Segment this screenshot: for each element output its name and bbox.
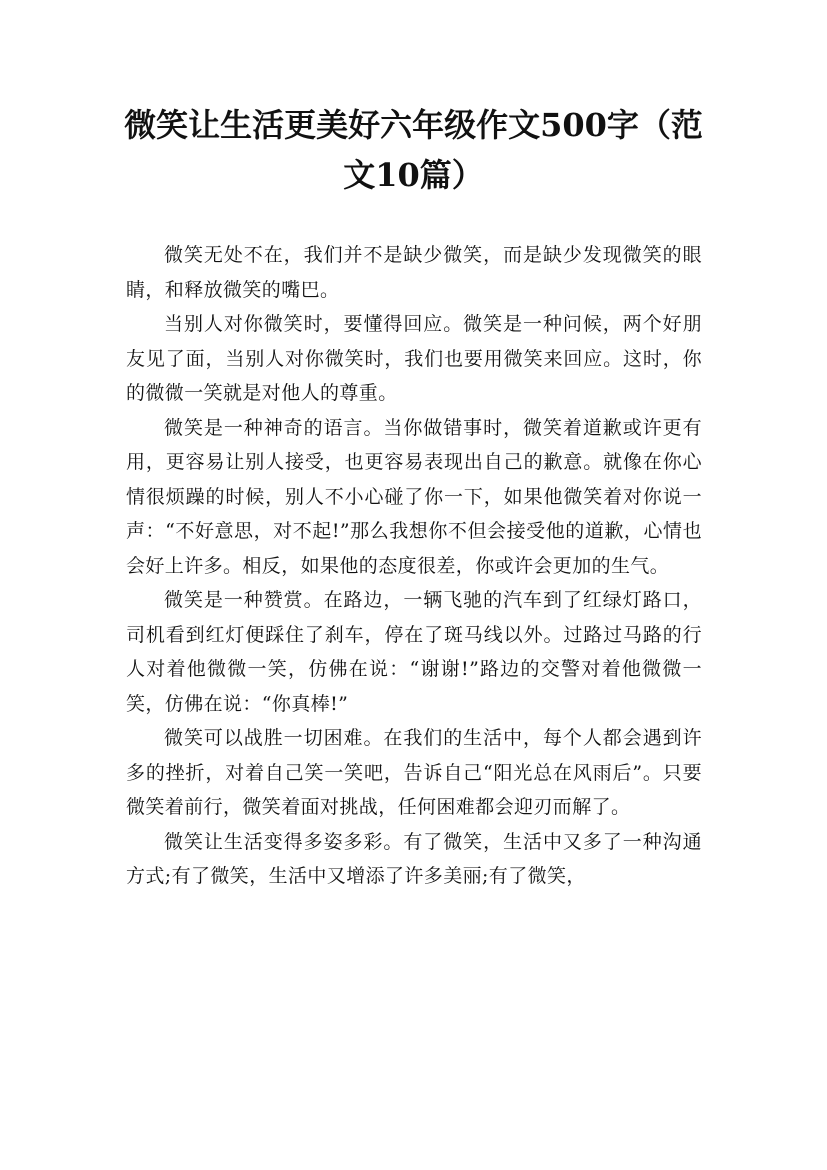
document-title: 微笑让生活更美好六年级作文500字（范文10篇） [124, 106, 703, 194]
paragraph: 当别人对你微笑时，要懂得回应。微笑是一种问候，两个好朋友见了面，当别人对你微笑时，我们也要用微笑来回应。这时，你的微微一笑就是对他人的尊重。 [126, 313, 702, 404]
paragraph: 微笑可以战胜一切困难。在我们的生活中，每个人都会遇到许多的挫折，对着自己笑一笑吧，告诉自己“阳光总在风雨后”。只要微笑着前行，微笑着面对挑战，任何困难都会迎刃而解了。 [126, 727, 702, 818]
paragraph: 微笑是一种神奇的语言。当你做错事时，微笑着道歉或许更有用，更容易让别人接受，也更容易表现出自己的歉意。就像在你心情很烦躁的时候，别人不小心碰了你一下，如果他微笑着对你说一声：“不好意思，对不起!”那么我想你不但会接受他的道歉，心情也会好上许多。相反，如果他的态度很差，你或许会更加的生气。 [126, 416, 702, 577]
document-body [126, 238, 702, 894]
paragraph: 微笑让生活变得多姿多彩。有了微笑，生活中又多了一种沟通方式;有了微笑，生活中又增添了许多美丽;有了微笑， [126, 830, 702, 887]
paragraph: 微笑无处不在，我们并不是缺少微笑，而是缺少发现微笑的眼睛，和释放微笑的嘴巴。 [126, 244, 702, 301]
paragraph: 微笑是一种赞赏。在路边，一辆飞驰的汽车到了红绿灯路口，司机看到红灯便踩住了刹车，停在了斑马线以外。过路过马路的行人对着他微微一笑，仿佛在说：“谢谢!”路边的交警对着他微微一笑，仿佛在说：“你真棒!” [126, 589, 702, 715]
